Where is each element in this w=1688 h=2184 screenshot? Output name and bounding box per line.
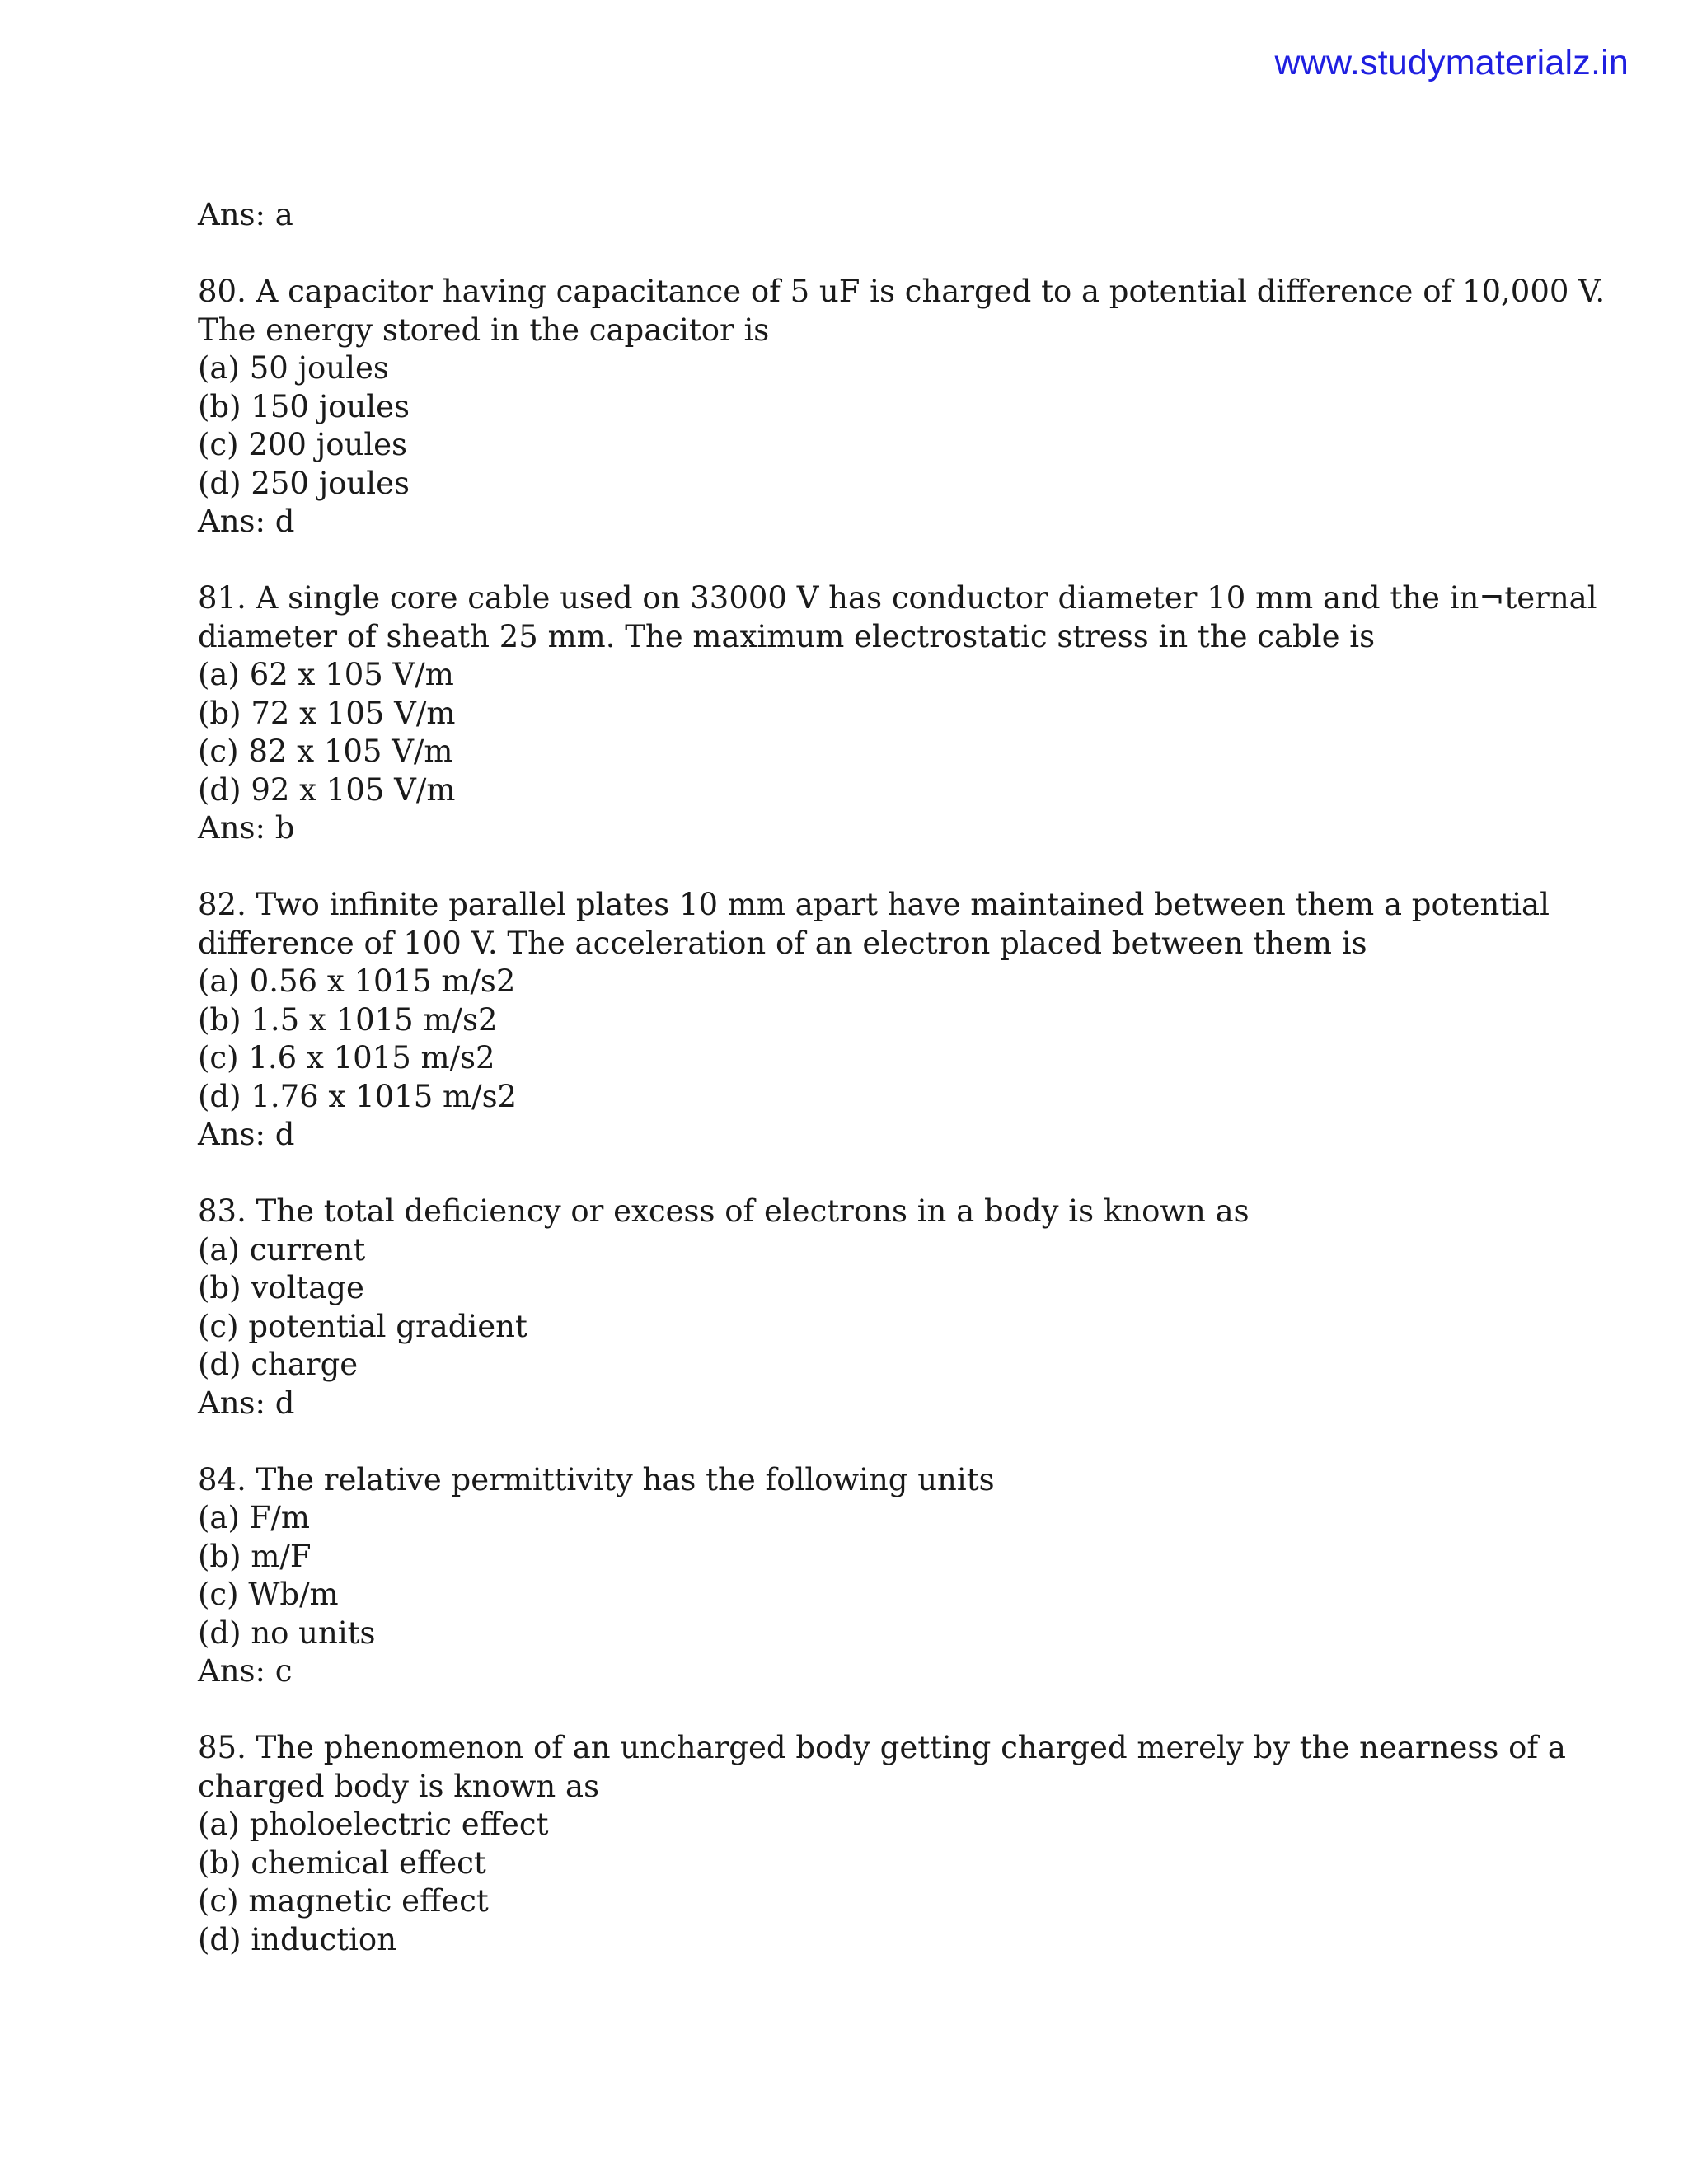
spacer [198,235,1533,274]
question-option: (c) 200 joules [198,427,408,462]
question-stem: The energy stored in the capacitor is [198,312,770,348]
question-answer: Ans: b [198,810,295,846]
spacer [198,1691,1533,1730]
question-stem: charged body is known as [198,1768,600,1804]
question-option: (d) charge [198,1347,359,1382]
document-body [198,196,1606,1959]
question-option: (a) current [198,1231,366,1268]
site-link[interactable]: www.studymaterialz.in [1274,43,1629,82]
question-answer: Ans: d [198,1117,295,1152]
question-block [198,1461,1533,1691]
question-block [198,886,1550,1155]
question-option: (a) 62 x 105 V/m [198,657,454,692]
spacer [198,1155,1533,1193]
question-stem: 85. The phenomenon of an uncharged body getting charged merely by the nearness of a [198,1730,1566,1765]
question-option: (c) magnetic effect [198,1883,489,1919]
question-stem: 83. The total deficiency or excess of electrons in a body is known as [198,1193,1250,1229]
question-option: (a) 50 joules [198,350,389,386]
question-stem: diameter of sheath 25 mm. The maximum electrostatic stress in the cable is [198,618,1376,654]
question-block [198,273,1606,541]
question-option: (c) Wb/m [198,1577,339,1612]
question-block [198,1729,1566,1959]
question-option: (b) 1.5 x 1015 m/s2 [198,1001,498,1038]
question-answer: Ans: d [198,504,295,539]
question-option: (d) no units [198,1615,376,1651]
question-option: (b) chemical effect [198,1844,486,1881]
question-option: (b) 72 x 105 V/m [198,695,456,731]
question-stem: 80. A capacitor having capacitance of 5 uF is charged to a potential difference of 10,000 V. [198,274,1606,309]
question-option: (a) F/m [198,1500,310,1535]
spacer [198,848,1533,887]
question-answer: Ans: c [198,1653,293,1689]
spacer [198,541,1533,580]
question-option: (d) 92 x 105 V/m [198,771,456,808]
question-answer: Ans: d [198,1385,295,1421]
question-option: (b) 150 joules [198,388,410,424]
question-option: (a) 0.56 x 1015 m/s2 [198,963,516,999]
question-stem: difference of 100 V. The acceleration of an electron placed between them is [198,925,1367,961]
question-option: (c) 82 x 105 V/m [198,733,453,769]
question-stem: 84. The relative permittivity has the following units [198,1461,995,1497]
question-option: (d) 1.76 x 1015 m/s2 [198,1078,518,1114]
previous-answer: Ans: a [198,197,293,232]
question-option: (c) potential gradient [198,1308,528,1344]
question-option: (c) 1.6 x 1015 m/s2 [198,1040,495,1076]
question-stem: 82. Two infinite parallel plates 10 mm apart have maintained between them a potential [198,887,1550,922]
question-block [198,579,1597,848]
question-block [198,1193,1533,1422]
question-option: (a) pholoelectric effect [198,1807,549,1842]
question-option: (b) voltage [198,1270,364,1305]
question-option: (d) induction [198,1921,397,1957]
question-stem: 81. A single core cable used on 33000 V has conductor diameter 10 mm and the in¬ternal [198,580,1597,616]
spacer [198,1422,1533,1461]
question-option: (b) m/F [198,1538,312,1574]
question-option: (d) 250 joules [198,465,410,501]
